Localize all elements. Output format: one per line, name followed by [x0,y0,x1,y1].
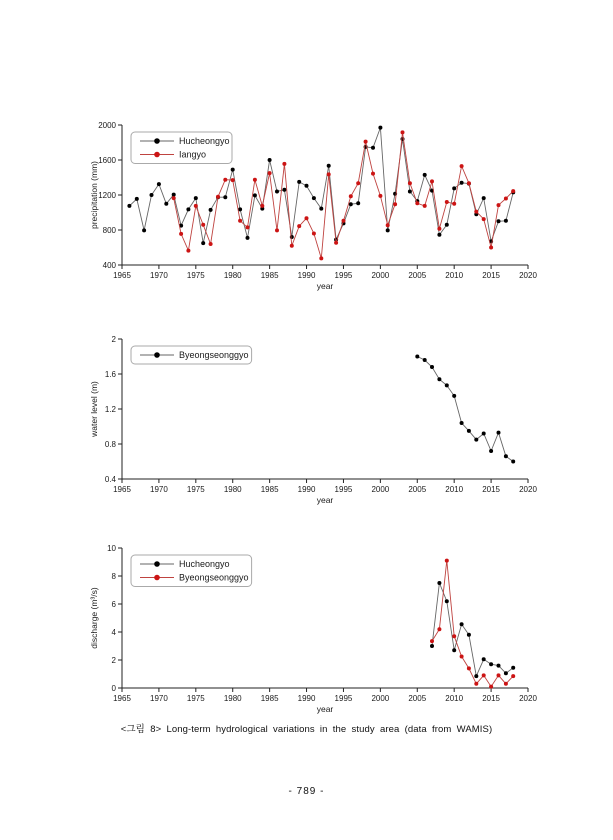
svg-text:discharge (m³/s): discharge (m³/s) [89,587,99,649]
svg-text:1200: 1200 [98,190,116,200]
svg-text:1985: 1985 [260,485,279,494]
x-axis [113,688,537,714]
page-number: - 789 - [288,786,325,797]
y-axis [89,121,122,270]
svg-text:1980: 1980 [223,271,242,280]
svg-text:0.8: 0.8 [104,439,116,449]
svg-text:1970: 1970 [150,271,168,280]
x-axis [113,265,537,291]
svg-text:0: 0 [111,683,116,693]
svg-text:10: 10 [107,543,116,553]
svg-text:2020: 2020 [519,694,537,703]
svg-text:1990: 1990 [297,271,316,280]
svg-text:Iangyo: Iangyo [179,149,207,160]
svg-text:2005: 2005 [408,271,427,280]
svg-text:1.2: 1.2 [104,404,116,414]
legend [131,346,252,364]
water-level-chart [85,324,545,516]
svg-text:4: 4 [111,627,116,637]
svg-text:2010: 2010 [445,694,464,703]
svg-text:2020: 2020 [519,271,537,280]
svg-text:1965: 1965 [113,694,131,703]
svg-text:1600: 1600 [98,155,116,165]
svg-text:2005: 2005 [408,485,427,494]
svg-text:1995: 1995 [334,694,353,703]
svg-text:water level (m): water level (m) [89,381,99,437]
svg-text:Hucheongyo: Hucheongyo [179,136,230,146]
svg-text:1990: 1990 [297,694,316,703]
svg-text:1980: 1980 [223,694,242,703]
svg-text:1980: 1980 [223,485,242,494]
figure-caption: <그림 8> Long-term hydrological variations in the study area (data from WAMIS) [120,724,493,735]
svg-text:2020: 2020 [519,485,537,494]
svg-text:2015: 2015 [482,271,500,280]
series-byeongseonggyo [415,355,515,464]
svg-text:year: year [316,704,334,714]
svg-text:Byeongseonggyo: Byeongseonggyo [179,350,249,360]
precipitation-chart [85,110,545,302]
svg-text:Hucheongyo: Hucheongyo [179,559,230,569]
svg-text:2010: 2010 [445,485,464,494]
svg-text:2000: 2000 [98,120,116,130]
x-axis [113,479,537,505]
svg-text:1.6: 1.6 [104,369,116,379]
y-axis [89,544,122,693]
svg-text:8: 8 [111,571,116,581]
svg-text:1970: 1970 [150,485,168,494]
svg-text:1965: 1965 [113,271,131,280]
svg-text:Byeongseonggyo: Byeongseonggyo [179,572,249,583]
svg-text:1965: 1965 [113,485,131,494]
svg-text:0.4: 0.4 [104,474,116,484]
svg-text:6: 6 [111,599,116,609]
svg-text:1985: 1985 [260,271,279,280]
svg-text:precipitation (mm): precipitation (mm) [89,160,99,230]
svg-text:1975: 1975 [186,271,205,280]
svg-text:2015: 2015 [482,694,500,703]
svg-text:1975: 1975 [186,694,205,703]
svg-text:2000: 2000 [371,271,390,280]
svg-text:year: year [316,495,334,505]
svg-text:1995: 1995 [334,485,353,494]
discharge-chart [85,533,545,725]
svg-text:2010: 2010 [445,271,464,280]
svg-text:2: 2 [111,334,116,344]
svg-text:year: year [316,281,334,291]
svg-text:1970: 1970 [150,694,168,703]
svg-text:2000: 2000 [371,485,390,494]
svg-text:1990: 1990 [297,485,316,494]
y-axis [89,335,122,484]
legend [131,555,252,587]
svg-text:1975: 1975 [186,485,205,494]
svg-text:1985: 1985 [260,694,279,703]
svg-text:2015: 2015 [482,485,500,494]
legend [131,132,232,164]
svg-text:400: 400 [102,260,116,270]
svg-text:2: 2 [111,655,116,665]
svg-text:800: 800 [102,225,116,235]
svg-text:1995: 1995 [334,271,353,280]
svg-text:2000: 2000 [371,694,390,703]
svg-text:2005: 2005 [408,694,427,703]
